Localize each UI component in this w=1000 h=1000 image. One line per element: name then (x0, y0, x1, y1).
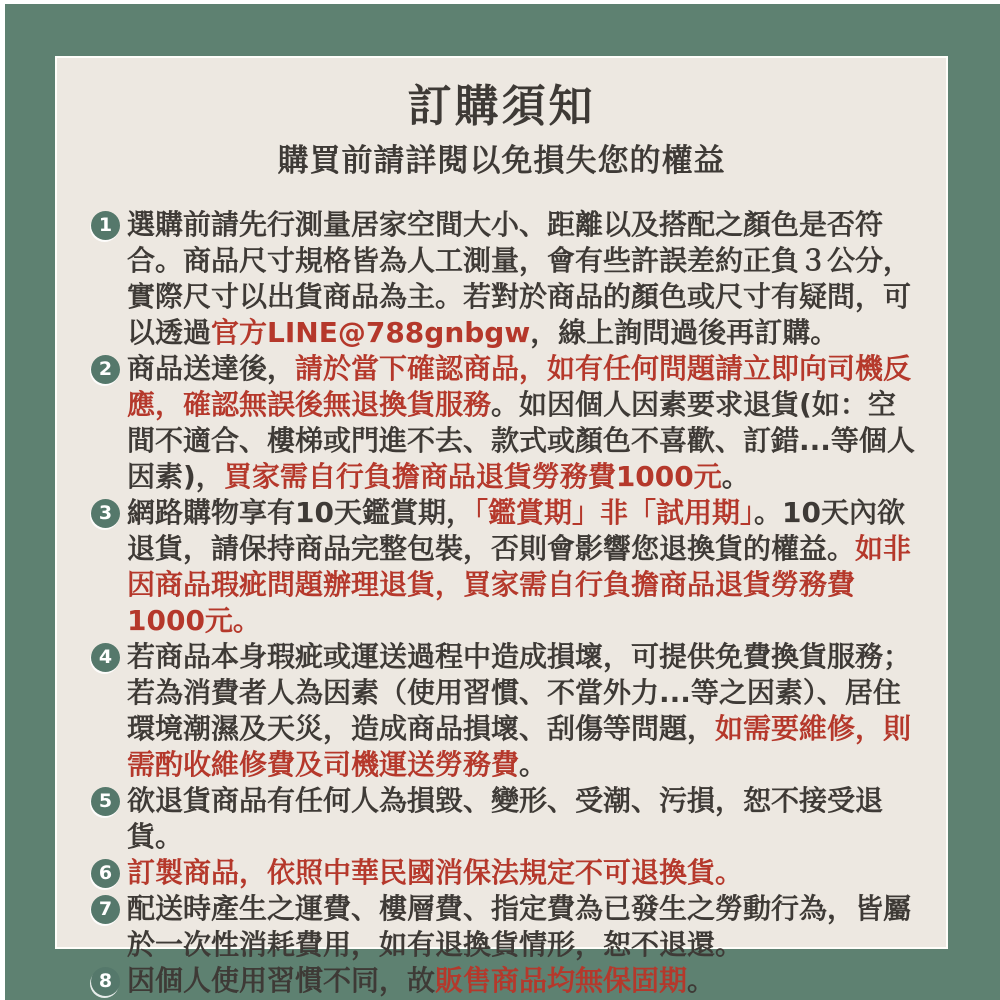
item-text-segment: 。10天內欲退貨，請保持商品完整包裝，否則會影響您退換貨的權益。 (127, 496, 905, 565)
page-title: 訂購須知 (407, 81, 596, 132)
outer-frame (5, 4, 1000, 1000)
item-text (127, 207, 915, 351)
item-number-badge: 3 (91, 499, 120, 528)
item-text-segment: 因個人使用習慣不同，故 (127, 964, 436, 997)
item-text-segment-red: 販售商品均無保固期 (435, 964, 688, 997)
item-number-badge: 8 (91, 967, 120, 996)
item-text-segment: 欲退貨商品有任何人為損毀、變形、受潮、污損，恕不接受退貨。 (127, 784, 884, 853)
notice-item (91, 855, 946, 891)
notice-item (91, 495, 946, 639)
item-text-segment: 。如因個人因素要求退貨(如：空間不適合、樓梯或門進不去、款式或顏色不喜歡、訂錯...等個人因素)， (127, 388, 915, 493)
item-text-segment-red: 「鑑賞期」非「試用期」 (473, 496, 754, 529)
item-text-segment-red: 買家需自行負擔商品退貨勞務費1000元 (223, 460, 722, 493)
item-text-segment: 選購前請先行測量居家空間大小、距離以及搭配之顏色是否符合。商品尺寸規格皆為人工測量，會有些許誤差約正負３公分，實際尺寸以出貨商品為主。若對於商品的顏色或尺寸有疑問，可以透過 (127, 208, 912, 349)
item-number-badge: 5 (91, 787, 120, 816)
item-text-segment: 配送時產生之運費、樓層費、指定費為已發生之勞動行為，皆屬於一次性消耗費用，如有退換貨情形，恕不退還。 (127, 892, 912, 961)
item-text (127, 639, 915, 783)
item-number-badge: 1 (91, 211, 120, 240)
item-text (127, 891, 915, 963)
item-number-badge: 2 (91, 355, 120, 384)
item-text-segment: 。 (721, 460, 750, 493)
notice-item (91, 963, 946, 999)
item-text (127, 855, 915, 891)
item-text-segment: 。 (687, 964, 716, 997)
item-text (127, 351, 915, 495)
notice-item (91, 783, 946, 855)
item-text (127, 963, 915, 999)
item-text (127, 783, 915, 855)
notice-item (91, 639, 946, 783)
item-number-badge: 6 (91, 859, 120, 888)
notice-item (91, 207, 946, 351)
item-text-segment-red: 如需要維修，則需酌收維修費及司機運送勞務費 (127, 712, 912, 781)
item-text-segment-red: 官方LINE@788gnbgw (211, 316, 531, 349)
item-text (127, 495, 915, 639)
item-text-segment: 商品送達後， (127, 352, 296, 385)
item-text-segment: 網路購物享有10天鑑賞期， (127, 496, 474, 529)
item-number-badge: 4 (91, 643, 120, 672)
notice-card (55, 56, 948, 997)
notice-item (91, 891, 946, 963)
item-text-segment: 若商品本身瑕疵或運送過程中造成損壞，可提供免費換貨服務；若為消費者人為因素（使用習慣、不當外力...等之因素）、居住環境潮濕及天災，造成商品損壞、刮傷等問題， (127, 640, 912, 745)
item-text-segment-red: 請於當下確認商品，如有任何問題請立即向司機反應，確認無誤後無退換貨服務 (127, 352, 912, 421)
item-number-badge: 7 (91, 895, 120, 924)
item-text-segment: 。 (519, 748, 548, 781)
item-text-segment-red: 如非因商品瑕疵問題辦理退貨，買家需自行負擔商品退貨勞務費1000元。 (127, 532, 912, 637)
page-subtitle: 購買前請詳閱以免損失您的權益 (277, 143, 726, 179)
item-text-segment: ，線上詢問過後再訂購。 (530, 316, 839, 349)
notice-list (57, 207, 946, 999)
item-text-segment-red: 訂製商品，依照中華民國消保法規定不可退換貨。 (127, 856, 744, 889)
notice-item (91, 351, 946, 495)
